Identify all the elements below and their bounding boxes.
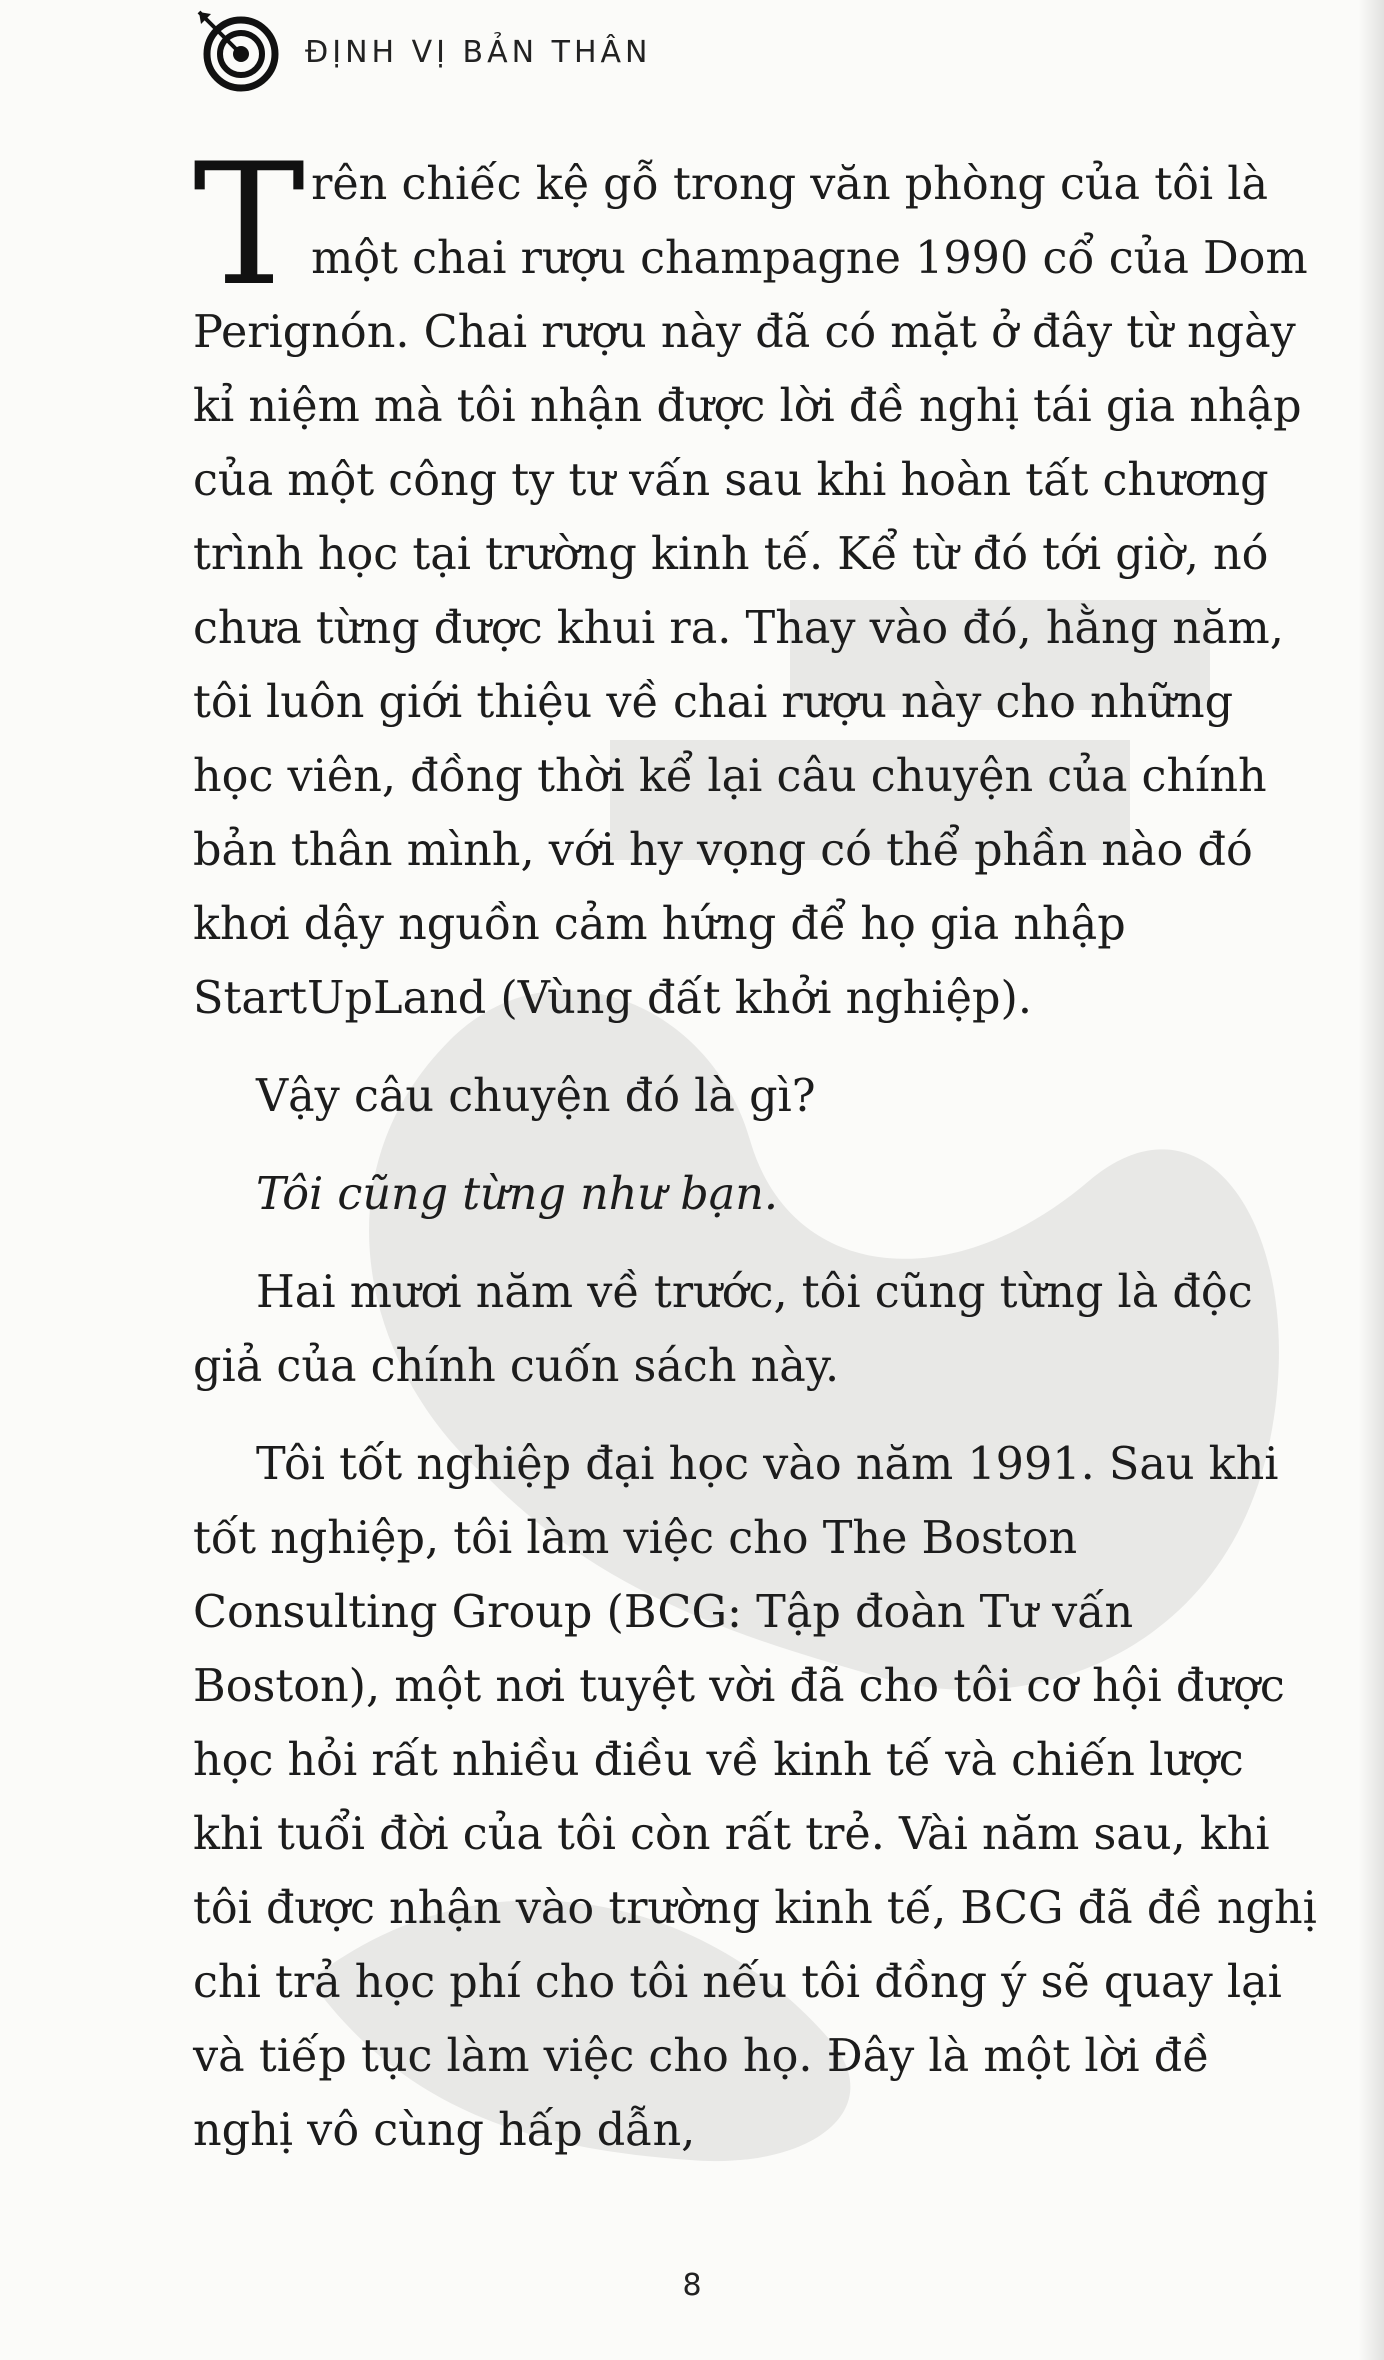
target-icon [195,8,283,96]
italic-text: Tôi cũng từng như bạn. [256,1169,779,1220]
paragraph-opening [193,127,1318,1036]
drop-cap: T [193,127,306,323]
paragraph-text: rên chiếc kệ gỗ trong văn phòng của tôi là một chai rượu champagne 1990 cổ của Dom Perignón. Chai rượu này đã có mặt ở đây từ ngày kỉ niệm mà tôi nhận được lời đề nghị tái gia nhập của một công ty tư vấn sau khi hoàn tất chương trình học tại trường kinh tế. Kể từ đó tới giờ, nó chưa từng được khui ra. Thay vào đó, hằng năm, tôi luôn giới thiệu về chai rượu này cho những học viên, đồng thời kể lại câu chuyện của chính bản thân mình, với hy vọng có thể phần nào đó khơi dậy nguồn cảm hứng để họ gia nhập StartUpLand (Vùng đất khởi nghiệp). [193,159,1308,1024]
paragraph-question: Vậy câu chuyện đó là gì? [256,1071,816,1122]
paragraph-graduation: Tôi tốt nghiệp đại học vào năm 1991. Sau khi tốt nghiệp, tôi làm việc cho The Boston Consulting Group (BCG: Tập đoàn Tư vấn Boston), một nơi tuyệt vời đã cho tôi cơ hội được học hỏi rất nhiều điều về kinh tế và chiến lược khi tuổi đời của tôi còn rất trẻ. Vài năm sau, khi tôi được nhận vào trường kinh tế, BCG đã đề nghị chi trả học phí cho tôi nếu tôi đồng ý sẽ quay lại và tiếp tục làm việc cho họ. Đây là một lời đề nghị vô cùng hấp dẫn, [193,1439,1317,2156]
page-number: 8 [682,2268,702,2303]
running-head-title: ĐỊNH VỊ BẢN THÂN [305,34,652,70]
paragraph-reader: Hai mươi năm về trước, tôi cũng từng là độc giả của chính cuốn sách này. [193,1267,1253,1392]
running-header [195,12,651,92]
page-edge-shadow [1358,0,1384,2360]
body-text [193,127,1318,2168]
paragraph-italic [193,1158,1318,1232]
